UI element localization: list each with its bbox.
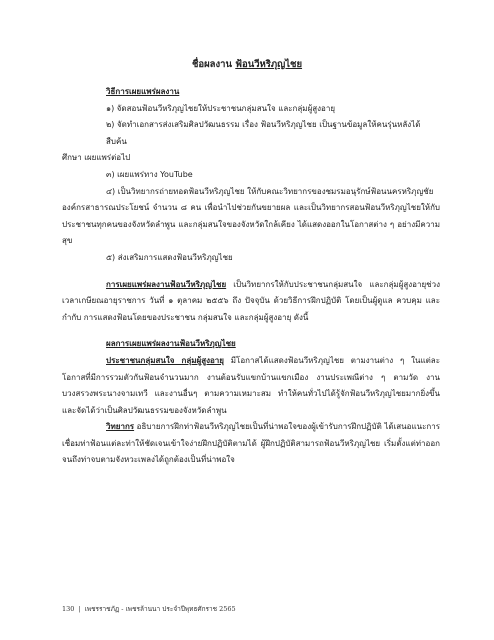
list-item-2-continuation: ศึกษา เผยแพร่ต่อไป <box>62 153 131 163</box>
paragraph-lead: การเผยแพร่ผลงานฟ้อนวีหริภุญไชย <box>106 279 227 289</box>
paragraph-lead: วิทยากร <box>106 422 135 432</box>
page-number: 130 <box>62 605 75 613</box>
list-item-1: ๑) จัดสอนฟ้อนวีหริภุญไชยให้ประชาชนกลุ่มสนใจ และกลุ่มผู้สูงอายุ <box>106 103 336 113</box>
list-item-4-continuation: องค์กรสาธารณประโยชน์ จำนวน ๘ คน เพื่อนำไปช่วยกันขยายผล และเป็นวิทยากรสอนฟ้อนวีหริภุญไชยให้กับประชาชนทุกคนของจังหวัดลำพูน และกลุ่มสนใจของจังหวัดใกล้เคียง ได้แสดงออกในโอกาสต่าง ๆ อย่างมีความสุข <box>62 203 440 246</box>
paragraph-public-groups <box>62 353 440 419</box>
list-item-3: ๓) เผยแพร่ทาง YouTube <box>106 169 193 179</box>
list-item-2: ๒) จัดทำเอกสารส่งเสริมศิลปวัฒนธรรม เรื่อง ฟ้อนวีหริภุญไชย เป็นฐานข้อมูลให้คนรุ่นหลังได้สืบค้น <box>106 120 421 146</box>
paragraph-dissemination <box>62 277 440 327</box>
section-heading-dissemination-methods: วิธีการเผยแพร่ผลงาน <box>106 87 180 96</box>
paragraph-trainer <box>62 419 440 469</box>
paragraph-text: มีโอกาสได้แสดงฟ้อนวีหริภุญไชย ตามงานต่าง ๆ ในแต่ละโอกาสที่มีการรวมตัวกันฟ้อนจำนวนมาก งานต้อนรับแขกบ้านแขกเมือง งานประเพณีต่าง ๆ ตามวัด งานบวงสรวงพระนางจามเทวี และงานอื่นๆ ตามความเหมาะสม ทำให้คนทั่วไปได้รู้จักฟ้อนวีหริภุญไชยมากยิ่งขึ้น และจัดได้ว่าเป็นศิลปวัฒนธรรมของจังหวัดลำพูน <box>62 355 440 415</box>
title-work-name: ฟ้อนวีหริภุญไชย <box>235 59 303 70</box>
list-item-5: ๕) ส่งเสริมการแสดงฟ้อนวีหริภุญไชย <box>106 252 233 262</box>
footer-separator: | <box>78 605 81 613</box>
spacer <box>62 267 440 277</box>
paragraph-text: เป็นวิทยากรให้กับประชาชนกลุ่มสนใจ และกลุ่มผู้สูงอายุช่วงเวลาเกษียณอายุราชการ วันที่ ๑ ตุลาคม ๒๕๕๖ ถึง ปัจจุบัน ด้วยวิธีการฝึกปฏิบัติ โดยเป็นผู้ดูแล ควบคุม และกำกับ การแสดงฟ้อนโดยของประชาชน กลุ่มสนใจ และกลุ่มผู้สูงอายุ ดังนี้ <box>62 279 440 322</box>
list-item-4: ๔) เป็นวิทยากรถ่ายทอดฟ้อนวีหริภุญไชย ให้กับคณะวิทยากรของชมรมอนุรักษ์ฟ้อนนครหริภุญชัย <box>106 186 434 196</box>
title-prefix: ชื่อผลงาน <box>191 59 236 70</box>
page-title <box>0 57 494 72</box>
document-body <box>62 84 440 469</box>
section-heading-dissemination-results: ผลการเผยแพร่ผลงานฟ้อนวีหริภุญไชย <box>106 339 236 349</box>
paragraph-lead: ประชาชนกลุ่มสนใจ กลุ่มผู้สูงอายุ <box>106 355 224 365</box>
footer-publication: เพชรราชภัฏ - เพชรล้านนา ประจำปีพุทธศักราช 2565 <box>84 605 236 613</box>
spacer <box>62 326 440 336</box>
paragraph-text: อธิบายการฝึกท่าฟ้อนวีหริภุญไชยเป็นที่น่าพอใจของผู้เข้ารับการฝึกปฏิบัติ ได้เสนอแนะการเชื่อมท่าฟ้อนแต่ละท่าให้ชัดเจนเข้าใจง่ายฝึกปฏิบัติตามได้ ผู้ฝึกปฏิบัติสามารถฟ้อนวีหริภุญไชย เริ่มตั้งแต่ท่าออกจนถึงท่าจบตามจังหวะเพลงได้ถูกต้องเป็นที่น่าพอใจ <box>62 422 440 465</box>
page-footer <box>62 604 236 614</box>
